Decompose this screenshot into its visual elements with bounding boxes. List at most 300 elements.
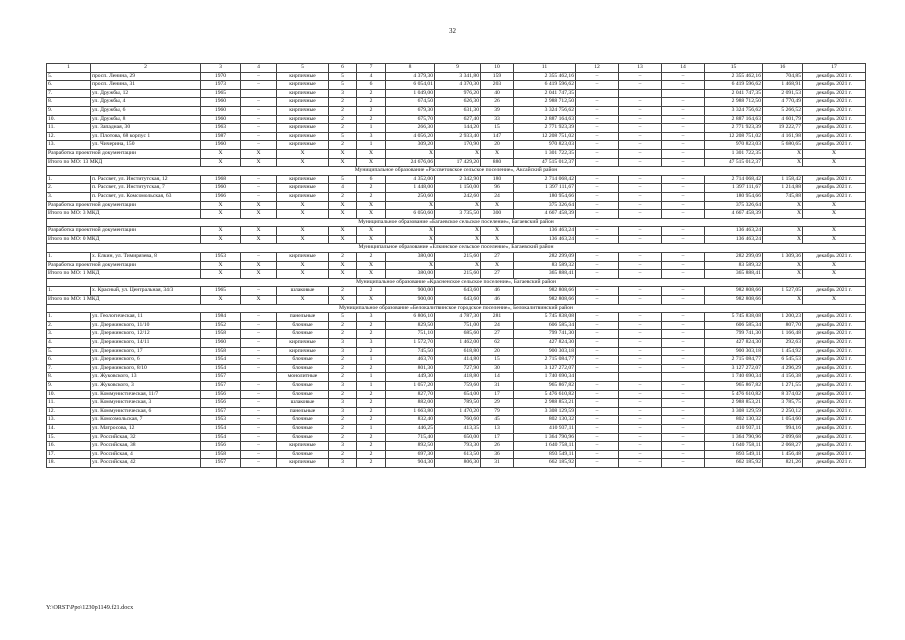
table-cell: 893 549,11 [705, 450, 763, 459]
table-row [47, 313, 866, 322]
table-cell: X [277, 149, 329, 158]
table-cell: 2 [357, 192, 386, 201]
table-cell: – [241, 141, 277, 150]
table-cell: – [619, 330, 662, 339]
table-cell: 292,63 [763, 339, 803, 348]
table-cell: декабрь 2021 г. [803, 373, 866, 382]
table-cell: – [241, 124, 277, 133]
table-cell: – [662, 450, 705, 459]
table-cell: – [241, 175, 277, 184]
column-number: 11 [514, 64, 576, 73]
table-cell: декабрь 2021 г. [803, 450, 866, 459]
table-cell: 3 [329, 89, 357, 98]
table-cell: 170,90 [435, 141, 481, 150]
table-cell: – [241, 192, 277, 201]
table-cell: 427 824,30 [705, 339, 763, 348]
table-cell: – [662, 390, 705, 399]
table-cell: – [662, 381, 705, 390]
table-cell: 1 397 111,67 [705, 184, 763, 193]
column-number: 10 [481, 64, 514, 73]
table-cell: 2 091,53 [763, 89, 803, 98]
table-cell: – [662, 296, 705, 305]
table-cell: – [619, 399, 662, 408]
table-cell: X [481, 261, 514, 270]
table-cell: – [619, 261, 662, 270]
table-cell: 414,80 [435, 356, 481, 365]
table-cell: 2 [329, 124, 357, 133]
column-number-row [47, 64, 866, 73]
table-cell: 215,60 [435, 253, 481, 262]
table-cell: – [662, 98, 705, 107]
table-cell: 39 [481, 106, 514, 115]
table-cell: – [576, 115, 619, 124]
table-row [47, 459, 866, 468]
table-row [47, 81, 866, 90]
column-number: 1 [47, 64, 91, 73]
table-cell: X [241, 270, 277, 279]
table-cell: X [763, 261, 803, 270]
table-cell: 250,60 [386, 192, 435, 201]
table-cell: X [241, 235, 277, 244]
table-cell: 5 [329, 72, 357, 81]
table-cell: кирпичные [277, 81, 329, 90]
address-cell: ул. Дзержинского, 17 [91, 347, 201, 356]
table-cell: 606 585,34 [705, 321, 763, 330]
table-cell: кирпичные [277, 141, 329, 150]
table-cell: 759,60 [435, 381, 481, 390]
table-cell [662, 373, 705, 382]
table-cell: X [329, 270, 357, 279]
table-cell: X [241, 158, 277, 167]
table-cell: 16. [47, 442, 91, 451]
table-cell: 12 208 751,02 [514, 132, 576, 141]
table-cell: кирпичные [277, 347, 329, 356]
table-cell: кирпичные [277, 89, 329, 98]
table-cell: 31 [481, 381, 514, 390]
table-row [47, 115, 866, 124]
table-cell: 1987 [201, 132, 241, 141]
table-cell: 242,60 [435, 192, 481, 201]
table-cell: 20 [481, 141, 514, 150]
table-cell: 10. [47, 390, 91, 399]
table-cell: 1. [47, 175, 91, 184]
table-cell: декабрь 2021 г. [803, 381, 866, 390]
table-cell: 2 [357, 407, 386, 416]
table-cell: кирпичные [277, 339, 329, 348]
table-cell: 904,30 [386, 459, 435, 468]
table-cell: X [329, 158, 357, 167]
table-cell: X [481, 201, 514, 210]
address-cell: просп. Ленина, 29 [91, 72, 201, 81]
table-row [47, 89, 866, 98]
table-cell: X [357, 201, 386, 210]
address-cell: ул. Матросова, 12 [91, 424, 201, 433]
table-cell: – [619, 364, 662, 373]
table-cell: декабрь 2021 г. [803, 407, 866, 416]
table-cell: 4 601,79 [763, 115, 803, 124]
table-cell: – [662, 149, 705, 158]
table-cell: X [435, 227, 481, 236]
table-cell: 1 [357, 356, 386, 365]
address-cell: ул. Дзержинского, 12/12 [91, 330, 201, 339]
table-cell: 982 808,66 [705, 296, 763, 305]
table-cell: X [803, 270, 866, 279]
table-cell: 215,60 [435, 270, 481, 279]
table-cell: X [201, 149, 241, 158]
table-cell: 802 130,32 [705, 416, 763, 425]
table-cell: 1 [357, 124, 386, 133]
table-row [47, 399, 866, 408]
table-cell: 1 640 758,11 [514, 442, 576, 451]
table-cell: 3 127 272,07 [705, 364, 763, 373]
table-cell: блочные [277, 381, 329, 390]
table-cell: декабрь 2021 г. [803, 253, 866, 262]
table-cell: 7. [47, 89, 91, 98]
table-cell: 3 [329, 381, 357, 390]
table-cell: 1960 [201, 115, 241, 124]
table-cell: 13. [47, 416, 91, 425]
table-cell: кирпичные [277, 115, 329, 124]
table-cell: 5 476 610,82 [514, 390, 576, 399]
table-cell: 6 419 596,62 [514, 81, 576, 90]
table-cell: 1968 [201, 175, 241, 184]
table-cell: 3 [357, 132, 386, 141]
column-number: 13 [619, 64, 662, 73]
table-cell: 11. [47, 124, 91, 133]
table-cell: – [241, 433, 277, 442]
table-cell: кирпичные [277, 72, 329, 81]
table-cell: X [277, 270, 329, 279]
address-cell: ул. Дзержинского, 14/11 [91, 339, 201, 348]
table-cell: 6 545,53 [763, 356, 803, 365]
table-cell: 375 326,64 [514, 201, 576, 210]
table-cell: декабрь 2021 г. [803, 364, 866, 373]
municipality-header-row [47, 218, 866, 227]
table-cell: 2. [47, 184, 91, 193]
address-cell: ул. Дружбы, 4 [91, 98, 201, 107]
table-cell: – [662, 124, 705, 133]
table-cell: 13. [47, 141, 91, 150]
table-cell: 1 640 758,11 [705, 442, 763, 451]
table-cell: X [386, 261, 435, 270]
table-cell: – [576, 416, 619, 425]
table-cell: X [357, 149, 386, 158]
table-cell: 7. [47, 364, 91, 373]
table-cell: X [241, 201, 277, 210]
table-cell: 4 370,30 [435, 81, 481, 90]
table-cell: декабрь 2021 г. [803, 313, 866, 322]
table-cell: 821,26 [763, 459, 803, 468]
table-cell: – [619, 227, 662, 236]
table-cell: 613,50 [435, 450, 481, 459]
table-cell: X [435, 235, 481, 244]
table-cell: 799 741,30 [514, 330, 576, 339]
table-cell: – [619, 459, 662, 468]
table-cell: 627,40 [435, 115, 481, 124]
table-cell: 8 374,02 [763, 390, 803, 399]
table-cell: кирпичные [277, 253, 329, 262]
table-cell: – [576, 175, 619, 184]
table-cell: 2 [329, 321, 357, 330]
table-cell: X [357, 296, 386, 305]
table-cell: – [619, 381, 662, 390]
table-cell: 4 379,30 [386, 72, 435, 81]
table-row [47, 450, 866, 459]
table-cell: 1952 [201, 321, 241, 330]
table-cell: 46 [481, 287, 514, 296]
table-cell: – [241, 81, 277, 90]
address-cell: ул. Геологическая, 11 [91, 313, 201, 322]
table-cell: – [619, 98, 662, 107]
table-cell: 1966 [201, 192, 241, 201]
table-cell: – [619, 407, 662, 416]
table-cell: 413,35 [435, 424, 481, 433]
table-cell: 2 [357, 115, 386, 124]
table-row [47, 72, 866, 81]
table-cell: 1954 [201, 433, 241, 442]
summary-row [47, 235, 866, 244]
table-cell: 4 770,49 [763, 98, 803, 107]
table-cell: блочные [277, 356, 329, 365]
table-cell: 1960 [201, 339, 241, 348]
table-cell: 900,00 [386, 287, 435, 296]
table-cell: 5. [47, 347, 91, 356]
table-cell: 1956 [201, 399, 241, 408]
table-cell: 1 364 790,96 [514, 433, 576, 442]
table-cell: 33 [481, 115, 514, 124]
table-cell: 1. [47, 287, 91, 296]
table-cell: 2 355 462,16 [514, 72, 576, 81]
table-cell: X [435, 149, 481, 158]
table-cell: 1 309,36 [763, 253, 803, 262]
table-cell: 6. [47, 356, 91, 365]
table-cell: – [241, 330, 277, 339]
table-cell: 2 [357, 347, 386, 356]
table-cell: 2 [357, 89, 386, 98]
table-cell: 1954 [201, 364, 241, 373]
table-cell: X [329, 201, 357, 210]
table-cell: блочные [277, 321, 329, 330]
column-number: 12 [576, 64, 619, 73]
table-cell: 2 355 462,16 [705, 72, 763, 81]
table-cell: 994,16 [763, 424, 803, 433]
table-cell: X [277, 158, 329, 167]
table-cell: 1. [47, 313, 91, 322]
table-cell: – [576, 235, 619, 244]
municipality-name: Муниципальное образование «Елкинское сельское поселение», Багаевский район [47, 244, 866, 253]
table-cell: декабрь 2021 г. [803, 347, 866, 356]
table-cell: X [329, 235, 357, 244]
table-cell: 29 [481, 399, 514, 408]
table-cell: 982 808,66 [705, 287, 763, 296]
table-row [47, 339, 866, 348]
table-cell: 807,70 [763, 321, 803, 330]
table-cell: 2 [329, 192, 357, 201]
column-number: 9 [435, 64, 481, 73]
address-cell: ул. Дружбы, 6 [91, 106, 201, 115]
table-cell: – [662, 287, 705, 296]
table-cell: 1 271,55 [763, 381, 803, 390]
table-cell: – [241, 347, 277, 356]
table-cell: 1 740 690,34 [514, 373, 576, 382]
table-cell: – [619, 296, 662, 305]
municipality-name: Муниципальное образование «Багаевское сельское поселение», Багаевский район [47, 218, 866, 227]
table-cell: – [662, 132, 705, 141]
table-cell: – [576, 210, 619, 219]
table-cell [241, 89, 277, 98]
table-cell: – [662, 364, 705, 373]
summary-label: Итого по МО: 1 МКД [47, 296, 201, 305]
address-cell: ул. Коммунистическая, 3 [91, 399, 201, 408]
table-cell: 1 049,00 [386, 89, 435, 98]
table-cell: 1 150,00 [435, 184, 481, 193]
footer-file-path: Y:\ORST\Ppo\1230p1149.f21.docx [46, 604, 134, 611]
table-cell: кирпичные [277, 98, 329, 107]
table-cell: 2 933,40 [435, 132, 481, 141]
table-cell: 19 222,77 [763, 124, 803, 133]
table-cell: 880 [481, 158, 514, 167]
table-cell: 3 308 129,59 [705, 407, 763, 416]
address-cell: просп. Ленина, 31 [91, 81, 201, 90]
table-cell: 180 954,66 [705, 192, 763, 201]
table-cell: – [241, 442, 277, 451]
table-cell: X [277, 261, 329, 270]
table-cell: – [576, 149, 619, 158]
table-cell: 1 456,48 [763, 450, 803, 459]
table-cell: X [277, 210, 329, 219]
table-cell: 62 [481, 339, 514, 348]
table-cell: – [576, 253, 619, 262]
table-row [47, 287, 866, 296]
table-cell: 3 [329, 339, 357, 348]
table-cell: – [241, 253, 277, 262]
table-cell: 15 [481, 356, 514, 365]
table-cell: декабрь 2021 г. [803, 433, 866, 442]
table-cell: декабрь 2021 г. [803, 132, 866, 141]
table-cell: декабрь 2021 г. [803, 106, 866, 115]
table-cell: 882,00 [386, 399, 435, 408]
table-cell: – [241, 98, 277, 107]
table-row [47, 132, 866, 141]
table-body [47, 64, 866, 468]
table-cell: – [619, 201, 662, 210]
table-cell: 2 041 747,35 [514, 89, 576, 98]
table-cell: – [619, 424, 662, 433]
table-cell: 2 041 747,35 [705, 89, 763, 98]
table-cell: 4 296,29 [763, 364, 803, 373]
table-cell: X [329, 227, 357, 236]
table-cell: декабрь 2021 г. [803, 321, 866, 330]
table-cell: декабрь 2021 г. [803, 424, 866, 433]
table-cell: – [662, 339, 705, 348]
address-cell: ул. Дзержинского, 11/10 [91, 321, 201, 330]
table-row [47, 364, 866, 373]
table-cell: блочные [277, 433, 329, 442]
table-cell: 463,70 [386, 356, 435, 365]
table-cell: 79 [481, 407, 514, 416]
table-cell: 2 [329, 356, 357, 365]
summary-label: Разработка проектной документации [47, 201, 201, 210]
table-cell: декабрь 2021 г. [803, 115, 866, 124]
table-cell: 446,25 [386, 424, 435, 433]
table-cell: – [576, 261, 619, 270]
column-number: 7 [357, 64, 386, 73]
table-cell: декабрь 2021 г. [803, 442, 866, 451]
table-cell: X [386, 201, 435, 210]
address-cell: ул. Комсомольская, 7 [91, 416, 201, 425]
table-cell [241, 373, 277, 382]
table-cell: панельные [277, 313, 329, 322]
table-cell [619, 89, 662, 98]
table-row [47, 390, 866, 399]
table-cell: – [576, 399, 619, 408]
table-cell: 1 301 722,35 [705, 149, 763, 158]
table-cell: 5 266,52 [763, 106, 803, 115]
table-cell: – [619, 81, 662, 90]
table-cell: 976,20 [435, 89, 481, 98]
table-cell: 15 [481, 124, 514, 133]
table-cell: декабрь 2021 г. [803, 287, 866, 296]
table-cell: 3. [47, 330, 91, 339]
table-cell: X [435, 261, 481, 270]
table-cell: 83 589,32 [514, 261, 576, 270]
table-cell: 5 745 838,08 [705, 313, 763, 322]
table-cell: 2 [329, 364, 357, 373]
table-cell: 2 [329, 373, 357, 382]
summary-row [47, 210, 866, 219]
table-cell: X [481, 235, 514, 244]
table-cell: – [619, 124, 662, 133]
address-cell: п. Рассвет, ул. Институтская, 12 [91, 175, 201, 184]
table-cell: 24 [481, 192, 514, 201]
table-cell: 147 [481, 132, 514, 141]
table-cell: – [576, 450, 619, 459]
table-cell: 1984 [201, 313, 241, 322]
table-cell: X [201, 201, 241, 210]
municipality-header-row [47, 244, 866, 253]
table-row [47, 424, 866, 433]
table-cell: 96 [481, 184, 514, 193]
table-row [47, 184, 866, 193]
table-cell: 1954 [201, 356, 241, 365]
table-cell: 900,00 [386, 296, 435, 305]
summary-label: Итого по МО: 1 МКД [47, 270, 201, 279]
table-cell: 827,70 [386, 390, 435, 399]
table-cell: 136 463,24 [705, 235, 763, 244]
table-cell: монолитные [277, 373, 329, 382]
table-cell: X [201, 296, 241, 305]
table-cell: – [662, 115, 705, 124]
table-cell: 17 [481, 433, 514, 442]
table-cell: X [763, 201, 803, 210]
summary-row [47, 158, 866, 167]
table-row [47, 347, 866, 356]
table-cell: 2 988 853,21 [705, 399, 763, 408]
table-cell: 2 715 084,77 [705, 356, 763, 365]
table-cell: – [662, 321, 705, 330]
table-cell: кирпичные [277, 184, 329, 193]
table-cell: 965 867,82 [514, 381, 576, 390]
page-number: 32 [449, 27, 456, 35]
table-cell: X [201, 210, 241, 219]
table-cell: 643,60 [435, 296, 481, 305]
table-cell: 2 [357, 450, 386, 459]
address-cell: х. Красный, ул. Центральная, 34/3 [91, 287, 201, 296]
table-cell: – [576, 339, 619, 348]
table-cell: 300 [481, 210, 514, 219]
table-cell: – [662, 235, 705, 244]
table-cell: 760,60 [435, 416, 481, 425]
